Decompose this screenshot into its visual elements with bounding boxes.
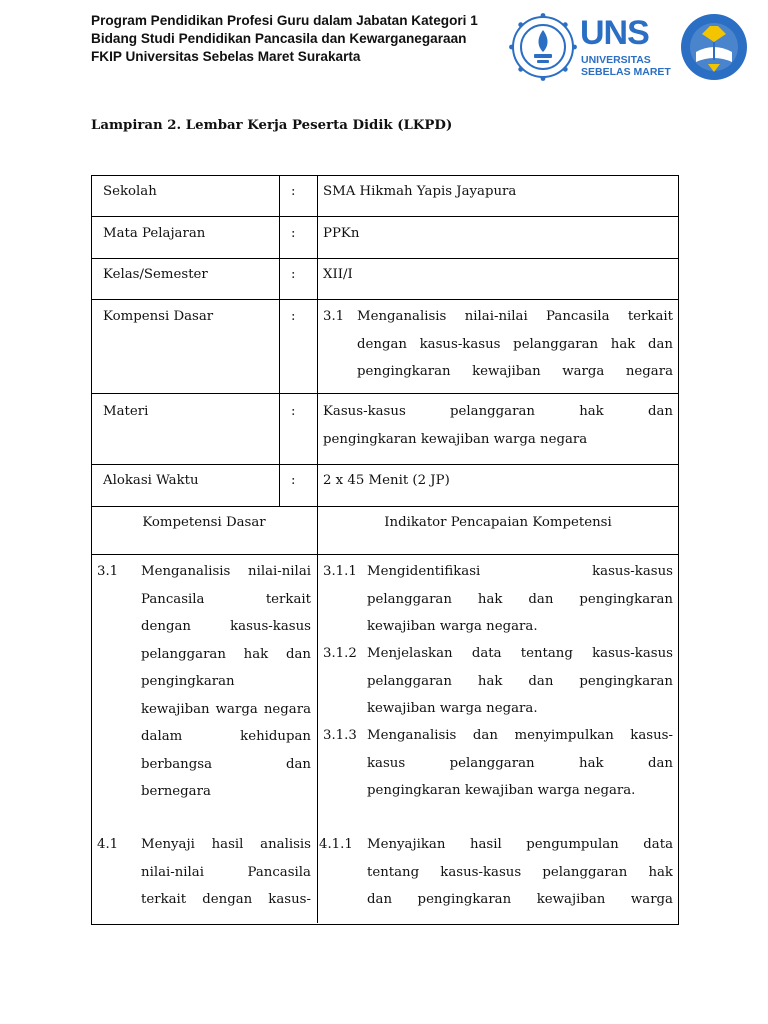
info-value: PPKn: [323, 226, 360, 241]
kd-column-header: Kompetensi Dasar: [142, 515, 266, 530]
row-divider: [91, 554, 679, 555]
ipk-line: kasus pelanggaran hak dan: [367, 755, 673, 771]
info-colon: :: [291, 473, 296, 488]
ipk-line: Menyajikan hasil pengumpulan data: [367, 837, 673, 852]
uns-logo-line-1: UNIVERSITAS: [581, 54, 651, 66]
kd-line: Menganalisis nilai-nilai: [141, 564, 311, 579]
ipk-item: [323, 722, 673, 805]
ipk-number: 3.1.2: [323, 646, 357, 661]
info-value-kd: [323, 303, 673, 386]
kd-line: Pancasila terkait: [141, 591, 311, 607]
ipk-item: [319, 831, 673, 914]
ipk-item: [323, 558, 673, 641]
ipk-line: Menganalisis dan menyimpulkan kasus-: [367, 728, 673, 743]
uns-logo: [580, 16, 672, 82]
uns-logo-line-2: SEBELAS MARET: [581, 66, 671, 78]
kd-number: 3.1: [97, 564, 119, 579]
ipk-line: kewajiban warga negara.: [367, 619, 538, 634]
kd-line: bernegara: [141, 784, 211, 799]
kd-line: terkait dengan kasus-: [141, 892, 311, 907]
ipk-line: tentang kasus-kasus pelanggaran hak: [367, 864, 673, 880]
info-colon: :: [291, 309, 296, 324]
col-divider: [279, 175, 280, 506]
info-value-line: Menganalisis nilai-nilai Pancasila terkait: [357, 309, 673, 324]
university-seal-icon: [508, 12, 578, 82]
row-divider: [91, 258, 679, 259]
kd-item: [97, 558, 311, 806]
kd-line: pelanggaran hak dan: [141, 646, 311, 662]
kd-line: kewajiban warga negara: [141, 701, 311, 717]
ipk-item: [323, 640, 673, 723]
header-line-2: Bidang Studi Pendidikan Pancasila dan Kewarganegaraan: [91, 31, 467, 46]
tut-wuri-handayani-icon: [680, 12, 748, 82]
info-value-line: pengingkaran kewajiban warga negara: [323, 431, 588, 447]
ipk-line: pengingkaran kewajiban warga negara.: [367, 783, 636, 798]
kd-line: nilai-nilai Pancasila: [141, 864, 311, 880]
ipk-number: 3.1.3: [323, 728, 357, 743]
row-divider: [91, 464, 679, 465]
uns-logo-subtitle: [581, 54, 671, 78]
col-divider: [317, 175, 318, 923]
info-colon: :: [291, 184, 296, 199]
kd-number: 4.1: [97, 837, 119, 852]
ipk-number: 4.1.1: [319, 837, 353, 852]
row-divider: [91, 393, 679, 394]
info-value-line: dengan kasus-kasus pelanggaran hak dan: [357, 336, 673, 352]
row-divider: [91, 216, 679, 217]
kd-number: 3.1: [323, 309, 345, 324]
info-colon: :: [291, 226, 296, 241]
info-value-line: Kasus-kasus pelanggaran hak dan: [323, 404, 673, 419]
ipk-line: Menjelaskan data tentang kasus-kasus: [367, 646, 673, 661]
info-value-materi: [323, 398, 673, 453]
info-label: Mata Pelajaran: [103, 226, 206, 241]
info-label: Sekolah: [103, 184, 157, 199]
kd-line: berbangsa dan: [141, 756, 311, 772]
kd-line: dalam kehidupan: [141, 729, 311, 744]
kd-line: dengan kasus-kasus: [141, 619, 311, 634]
info-label: Kompensi Dasar: [103, 309, 214, 324]
kd-line: Menyaji hasil analisis: [141, 837, 311, 852]
info-colon: :: [291, 267, 296, 282]
info-colon: :: [291, 404, 296, 419]
ipk-line: Mengidentifikasi kasus-kasus: [367, 564, 673, 579]
kd-item: [97, 831, 311, 914]
ipk-line: pelanggaran hak dan pengingkaran: [367, 673, 673, 689]
info-value-line: pengingkaran kewajiban warga negara: [357, 364, 673, 379]
page-title: Lampiran 2. Lembar Kerja Peserta Didik (LKPD): [91, 118, 453, 133]
info-value: SMA Hikmah Yapis Jayapura: [323, 184, 517, 199]
kd-line: pengingkaran: [141, 674, 235, 689]
row-divider: [91, 506, 679, 507]
header-line-1: Program Pendidikan Profesi Guru dalam Jabatan Kategori 1: [91, 13, 478, 28]
info-label: Materi: [103, 404, 149, 419]
ipk-line: dan pengingkaran kewajiban warga: [367, 892, 673, 907]
row-divider: [91, 299, 679, 300]
info-label: Kelas/Semester: [103, 267, 208, 282]
header-line-3: FKIP Universitas Sebelas Maret Surakarta: [91, 49, 361, 64]
ipk-number: 3.1.1: [323, 564, 357, 579]
info-value: XII/I: [323, 267, 353, 282]
ipk-column-header: Indikator Pencapaian Kompetensi: [384, 515, 612, 530]
ipk-line: kewajiban warga negara.: [367, 701, 538, 716]
info-label: Alokasi Waktu: [103, 473, 199, 488]
institution-header: [91, 12, 478, 66]
uns-logo-wordmark: UNS: [580, 14, 649, 52]
ipk-line: pelanggaran hak dan pengingkaran: [367, 591, 673, 607]
info-value: 2 x 45 Menit (2 JP): [323, 473, 450, 488]
